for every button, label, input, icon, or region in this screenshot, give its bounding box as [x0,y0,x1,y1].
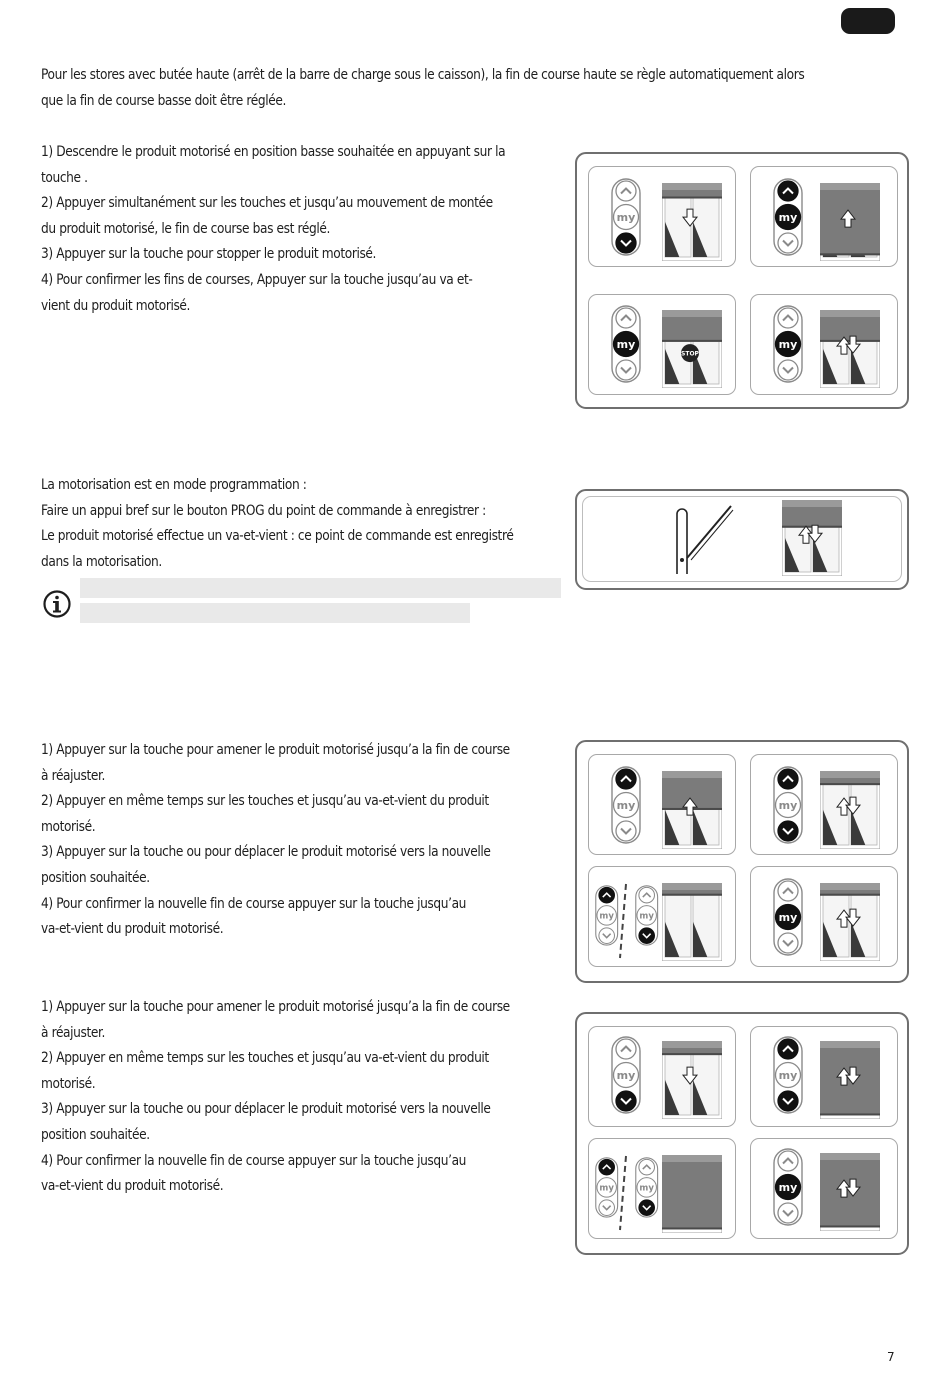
remote-control-icon [772,177,804,257]
section2-illustration-panel [575,489,909,590]
step-line: du produit motorisé, le fin de course bas est réglé. [41,220,330,237]
roller-blind-icon [662,310,722,388]
svg-text:my: my [778,1181,798,1194]
text-line: La motorisation est en mode programmation : [41,477,307,493]
roller-blind-icon [820,183,880,261]
intro-line: que la fin de course basse doit être réglée. [41,92,286,109]
roller-blind-icon [820,310,880,388]
svg-text:my: my [639,911,654,922]
roller-blind-icon [820,883,880,961]
section2-text [41,473,513,575]
remote-control-icon [610,304,642,384]
remote-control-icon [610,765,642,845]
step-line: motorisé. [41,1075,96,1092]
step-line: position souhaitée. [41,1126,150,1143]
svg-text:my: my [599,1183,614,1194]
step-line: à réajuster. [41,1024,105,1041]
step-line: va-et-vient du produit motorisé. [41,1178,224,1195]
step-line: 4) Pour confirmer la nouvelle fin de course appuyer sur la touche jusqu’au [41,1152,467,1169]
remote-control-icon [634,884,659,947]
roller-blind-icon [820,1153,880,1231]
section-tab-marker [841,8,895,34]
remote-control-icon [772,304,804,384]
step-line: 4) Pour confirmer les fins de courses, Appuyer sur la touche jusqu’au va et- [41,271,473,288]
illustration-cell [582,496,902,582]
section3-steps [41,738,510,943]
step-line: à réajuster. [41,767,105,784]
svg-text:my: my [616,799,636,812]
svg-text:my: my [639,1183,654,1194]
section1-steps [41,140,505,319]
svg-text:my: my [616,211,636,224]
text-line: Faire un appui bref sur le bouton PROG du point de commande à enregistrer : [41,502,486,519]
step-line: 1) Appuyer sur la touche pour amener le produit motorisé jusqu’a la fin de course [41,742,510,758]
intro-paragraph [41,63,804,114]
section4-steps [41,995,510,1200]
text-line: Le produit motorisé effectue un va-et-vient : ce point de commande est enregistré [41,528,514,545]
svg-text:my: my [778,211,798,224]
info-icon [42,589,72,619]
remote-control-icon [772,1147,804,1227]
roller-blind-icon [662,1041,722,1119]
text-line: dans la motorisation. [41,553,162,570]
step-line: 3) Appuyer sur la touche pour stopper le produit motorisé. [41,246,377,263]
roller-blind-icon [820,1041,880,1119]
page-number: 7 [887,1350,895,1364]
roller-blind-icon [662,1155,722,1233]
svg-text:my: my [616,1069,636,1082]
remote-control-icon [772,765,804,845]
svg-text:STOP: STOP [681,350,699,358]
svg-text:my: my [778,1069,798,1082]
svg-text:my: my [616,338,636,351]
step-line: 2) Appuyer simultanément sur les touches et jusqu’au mouvement de montée [41,195,493,212]
step-line: 4) Pour confirmer la nouvelle fin de course appuyer sur la touche jusqu’au [41,895,467,912]
remote-control-icon [772,1035,804,1115]
roller-blind-icon [820,771,880,849]
note-bar [80,603,470,623]
remote-control-icon [594,884,619,947]
step-line: 2) Appuyer en même temps sur les touches et jusqu’au va-et-vient du produit [41,793,489,810]
prog-tool-icon [673,500,737,578]
step-line: 3) Appuyer sur la touche ou pour déplacer le produit motorisé vers la nouvelle [41,844,491,861]
roller-blind-icon [662,183,722,261]
separator-line [617,1154,629,1232]
step-line: va-et-vient du produit motorisé. [41,921,224,938]
intro-line: Pour les stores avec butée haute (arrêt de la barre de charge sous le caisson), la fin de course haute se règle automatiquement alors [41,67,805,83]
remote-control-icon [610,1035,642,1115]
step-line: position souhaitée. [41,869,150,886]
step-line: touche . [41,169,88,186]
step-line: vient du produit motorisé. [41,297,191,314]
svg-text:my: my [778,911,798,924]
roller-blind-icon [662,883,722,961]
step-line: 2) Appuyer en même temps sur les touches et jusqu’au va-et-vient du produit [41,1050,489,1067]
step-line: 1) Appuyer sur la touche pour amener le produit motorisé jusqu’a la fin de course [41,999,510,1015]
svg-text:my: my [599,911,614,922]
step-line: motorisé. [41,818,96,835]
step-line: 3) Appuyer sur la touche ou pour déplacer le produit motorisé vers la nouvelle [41,1101,491,1118]
remote-control-icon [610,177,642,257]
separator-line [617,882,629,960]
svg-text:my: my [778,338,798,351]
remote-control-icon [772,877,804,957]
note-bar [80,578,561,598]
roller-blind-icon [782,500,842,576]
remote-control-icon [594,1156,619,1219]
svg-text:my: my [778,799,798,812]
step-line: 1) Descendre le produit motorisé en position basse souhaitée en appuyant sur la [41,144,506,160]
roller-blind-icon [662,771,722,849]
remote-control-icon [634,1156,659,1219]
